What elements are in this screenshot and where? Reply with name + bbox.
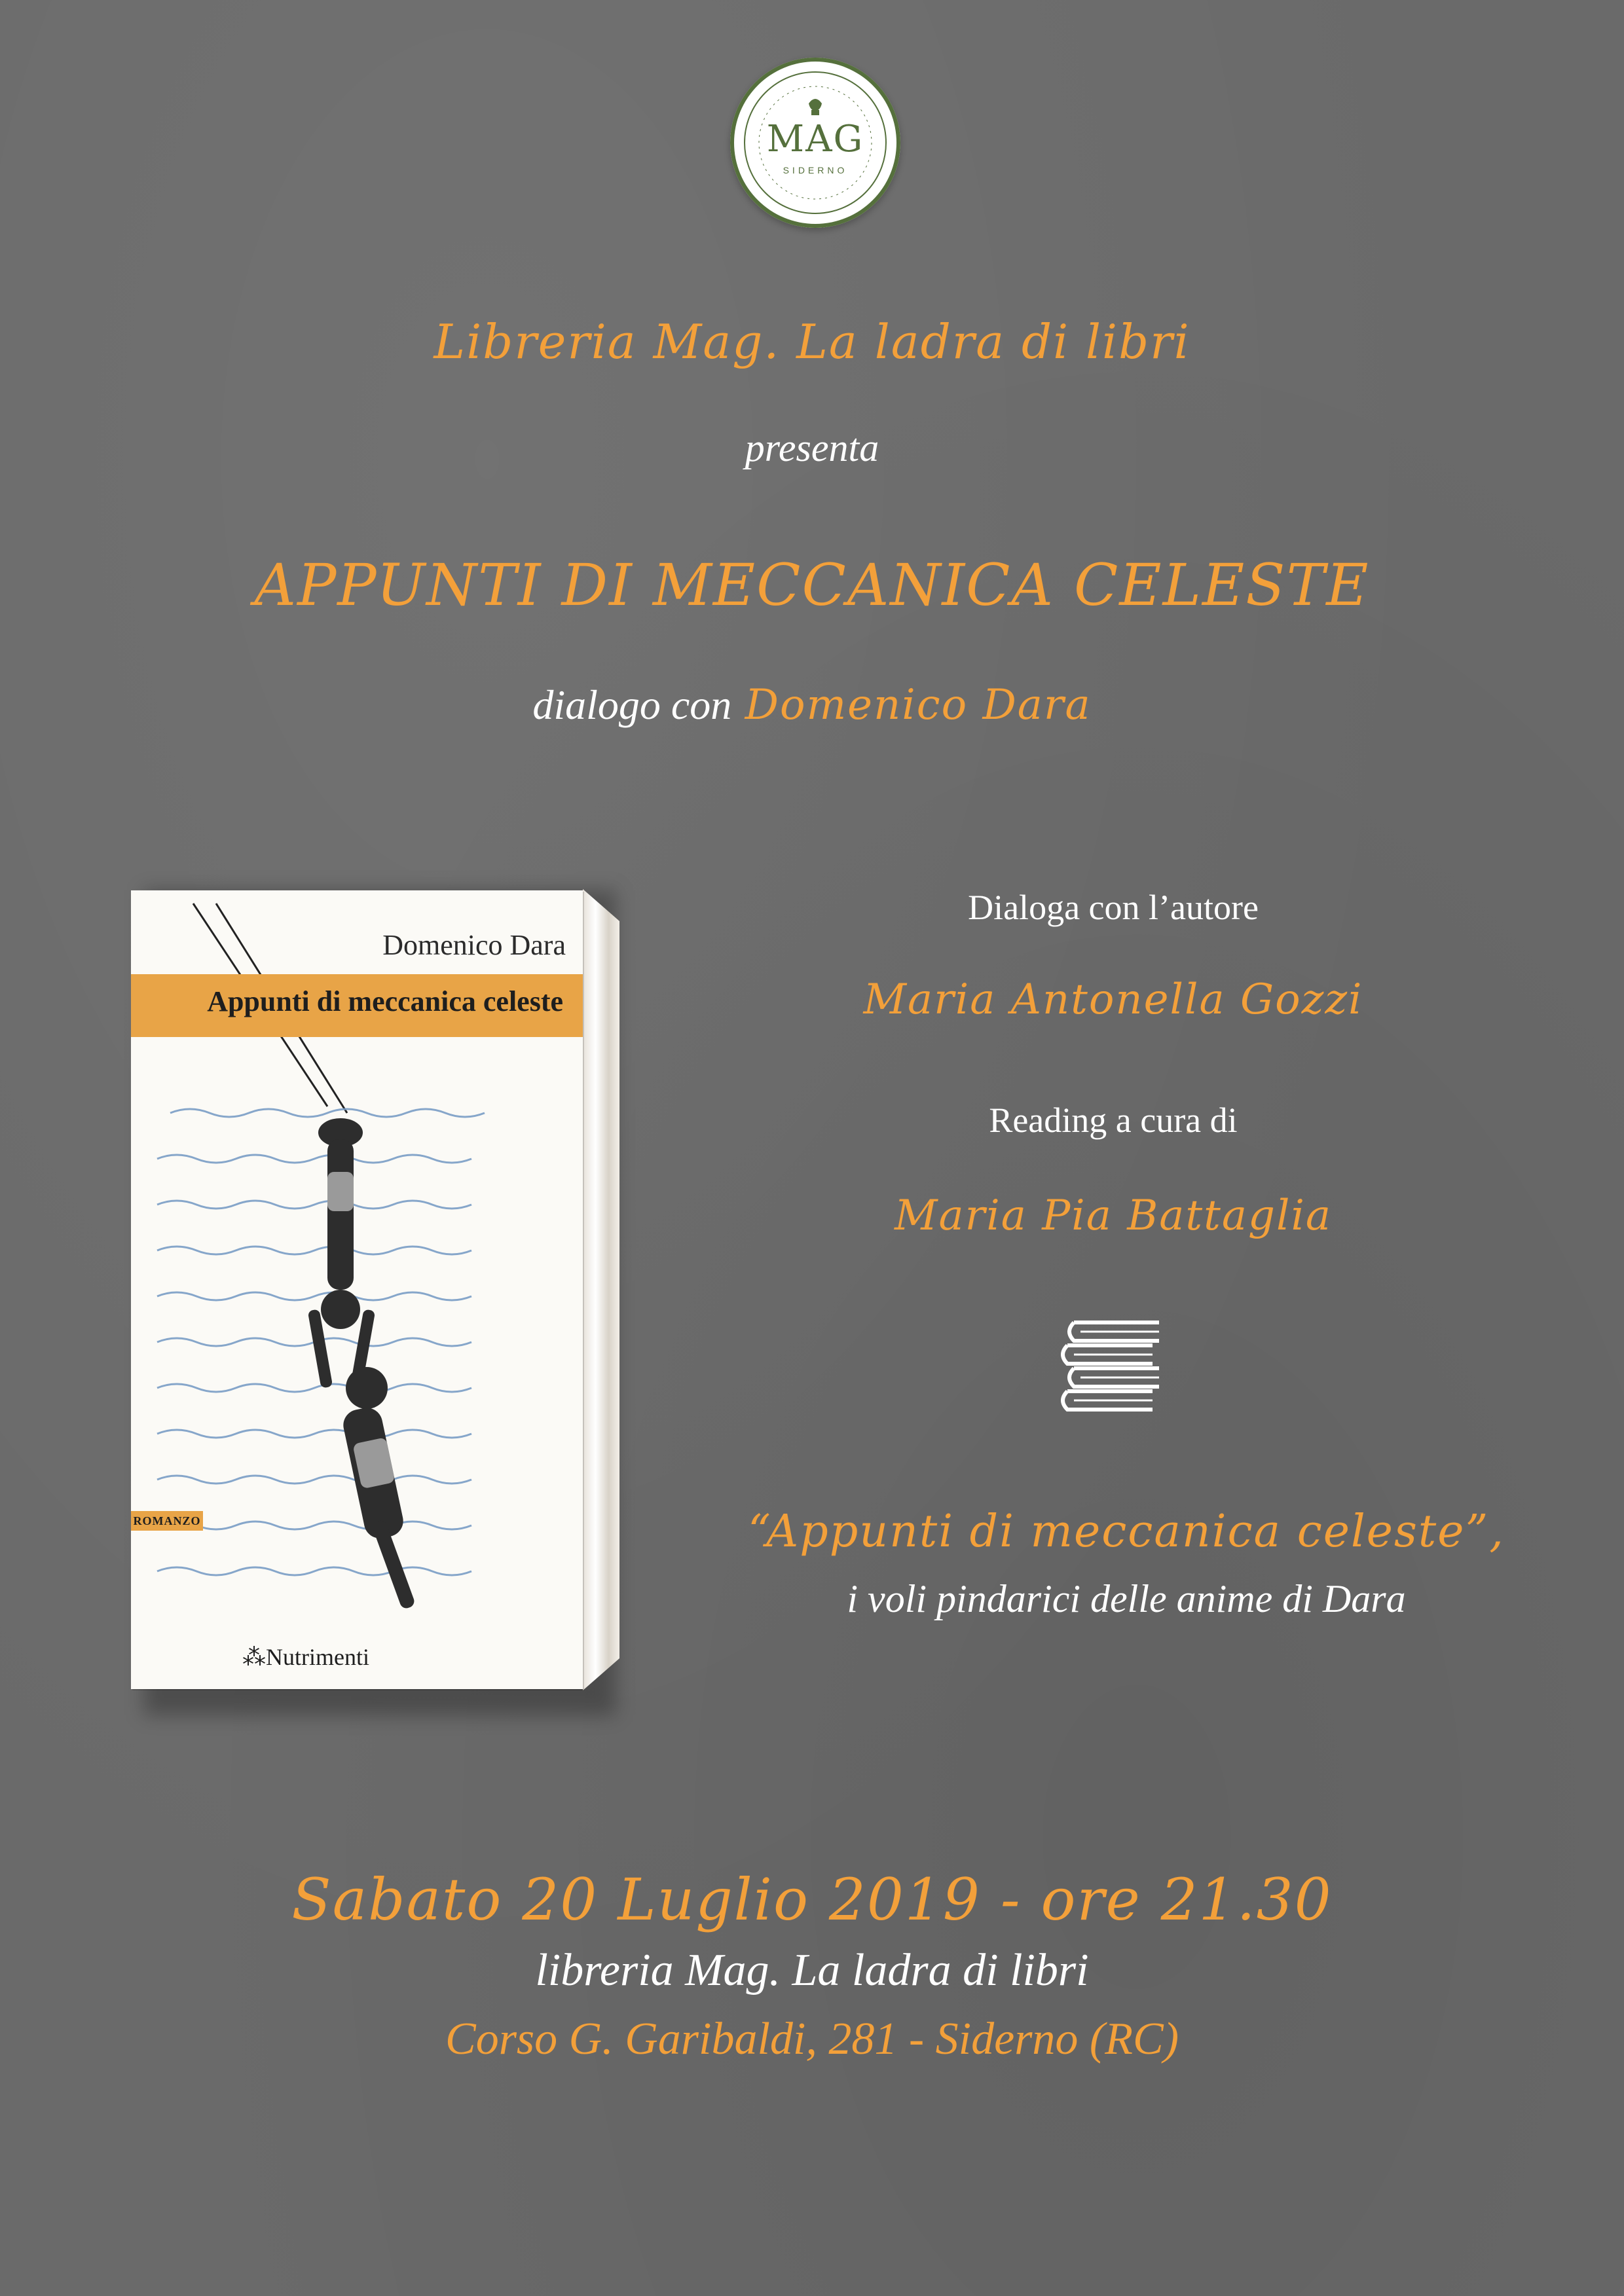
cover-genre: ROMANZO [131,1511,203,1531]
dialogue-prefix: dialogo con [532,682,732,728]
logo-name: MAG [766,118,864,160]
organizer-name: Libreria Mag. La ladra di libri [434,314,1190,369]
logo-badge [730,58,900,228]
event-date-time: Sabato 20 Luglio 2019 - ore 21.30 [291,1866,1333,1933]
reading-label: Reading a cura di [989,1101,1238,1140]
logo-city: SIDERNO [783,165,848,175]
dialogue-author: Domenico Dara [745,681,1092,729]
dialogue-line [0,681,1624,729]
cover-title: Appunti di meccanica celeste [207,985,563,1017]
dialogue-label: Dialoga con l’autore [968,888,1259,927]
presents-label: presenta [745,426,879,469]
book-front [131,890,583,1689]
cover-publisher: ⁂Nutrimenti [242,1644,369,1670]
book-cover-image [131,871,616,1709]
cover-author: Domenico Dara [382,929,566,961]
publisher-icon: ⁂ [242,1644,266,1670]
quote-title: “Appunti di meccanica celeste”, [748,1506,1505,1558]
dialogue-name: Maria Antonella Gozzi [863,975,1363,1024]
quote-subtitle: i voli pindarici delle anime di Dara [847,1577,1406,1620]
event-venue: libreria Mag. La ladra di libri [535,1945,1089,1995]
book-stack-icon [1061,1316,1166,1414]
book-pages [583,889,619,1690]
reading-name: Maria Pia Battaglia [894,1192,1333,1240]
event-address: Corso G. Garibaldi, 281 - Siderno (RC) [445,2014,1179,2064]
event-book-title: APPUNTI DI MECCANICA CELESTE [254,551,1370,619]
